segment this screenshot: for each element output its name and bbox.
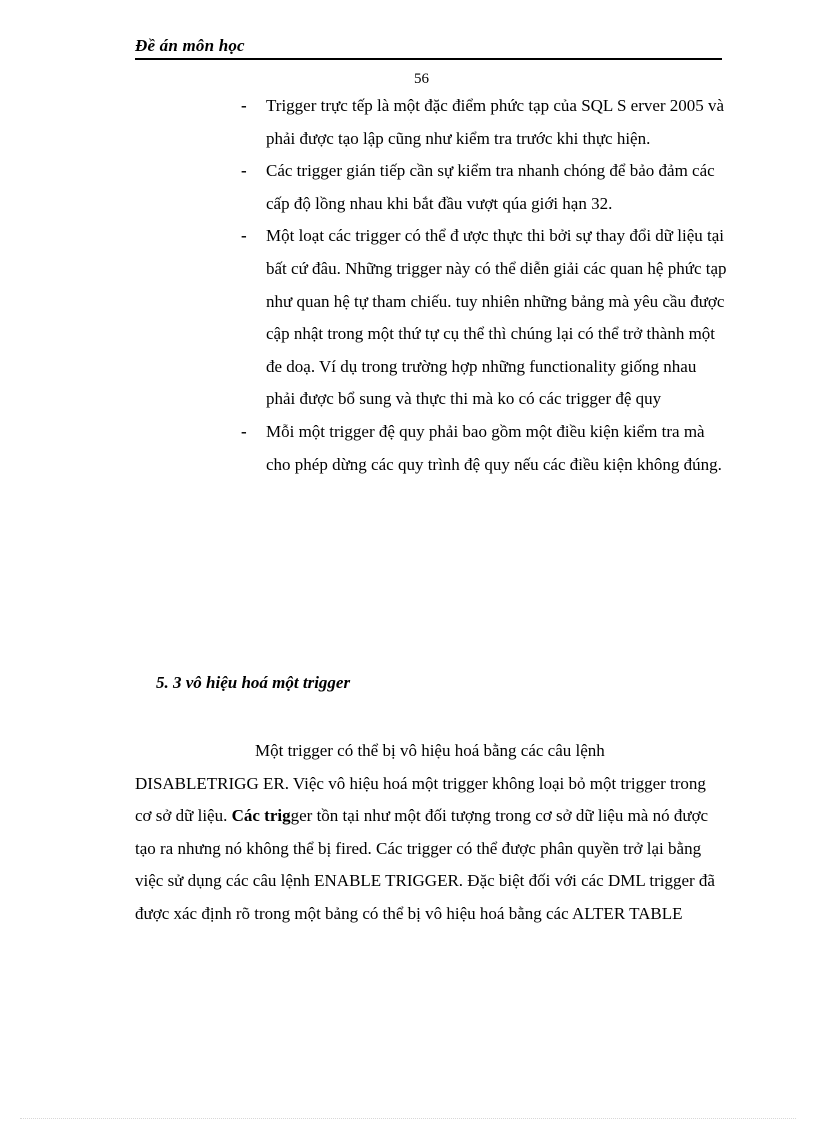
bullet-list (238, 90, 728, 481)
header-rule (135, 58, 722, 60)
bullet-dash: - (241, 226, 247, 246)
bullet-dash: - (241, 96, 247, 115)
bullet-item (238, 220, 728, 416)
paragraph-text-start: Một trigger có thể bị vô hiệu hoá bằng các câu lệnh DISABLETRIGG ER. Việc vô hiệu hoá một trigger không loại bỏ một trigger trong cơ sở dữ liệu. (135, 741, 706, 825)
bullet-item (238, 90, 728, 155)
section-heading: 5. 3 vô hiệu hoá một trigger (156, 673, 351, 692)
bullet-text: Mỗi một trigger đệ quy phải bao gồm một điều kiện kiểm tra mà cho phép dừng các quy trình đệ quy nếu các điều kiện không đúng. (266, 421, 722, 474)
paragraph-text-end: ger tồn tại như một đối tượng trong cơ sở dữ liệu mà nó được tạo ra nhưng nó không thể bị fired. Các trigger có thể được phân quyền trở lại bằng việc sử dụng các câu lệnh ENABLE TRIGGER. Đặc biệt đối với các DML trigger đã được xác định rõ trong một bảng có thể bị vô hiệu hoá bằng các ALTER TABLE (135, 806, 715, 923)
bullet-text: Một loạt các trigger có thể đ ược thực thi bởi sự thay đổi dữ liệu tại bất cứ đâu. Những trigger này có thể diễn giải các quan hệ phức tạp như quan hệ tự tham chiếu. tuy nhiên những bảng mà yêu cầu được cập nhật trong một thứ tự cụ thể thì chúng lại có thể trở thành một đe doạ. Ví dụ trong trường hợp những functionality giống nhau phải được bổ sung và thực thi mà ko có các trigger đệ quy (266, 226, 727, 409)
bullet-item (238, 416, 728, 481)
bullet-text: Trigger trực tếp là một đặc điểm phức tạp của SQL S erver 2005 và phải được tạo lập cũng như kiểm tra trước khi thực hiện. (266, 96, 725, 148)
paragraph-bold-text: Các trig (231, 806, 291, 825)
body-paragraph (135, 735, 725, 930)
bullet-dash: - (241, 421, 247, 441)
page-number: 56 (414, 71, 429, 87)
bullet-dash: - (241, 161, 247, 181)
document-header-title: Đề án môn học (135, 36, 245, 55)
bullet-text: Các trigger gián tiếp cần sự kiểm tra nhanh chóng để bảo đảm các cấp độ lồng nhau khi bắt đầu vượt qúa giới hạn 32. (266, 161, 715, 213)
bullet-item (238, 155, 728, 220)
footer-dotted-line (20, 1118, 796, 1119)
